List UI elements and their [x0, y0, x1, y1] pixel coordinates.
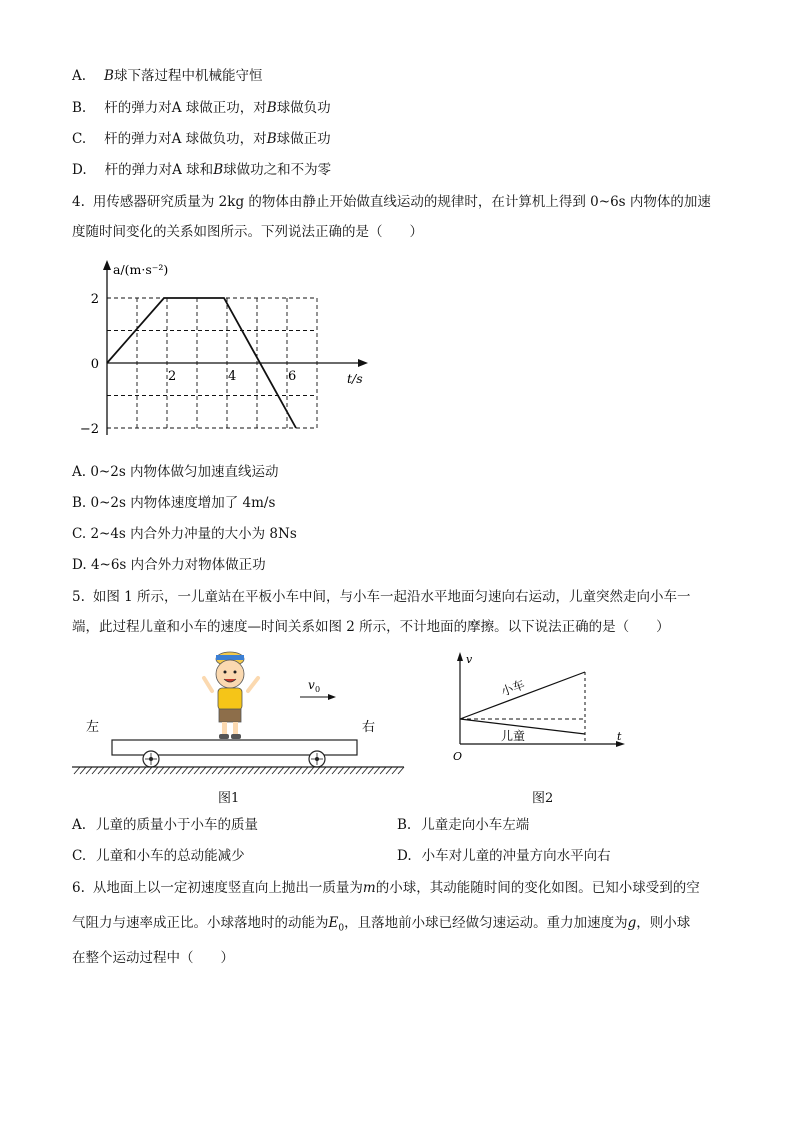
hatch-mark: [164, 767, 170, 774]
option-text: 儿童走向小车左端: [421, 817, 530, 833]
option-letter: D.: [397, 848, 412, 864]
x-axis-arrow: [358, 359, 368, 367]
option-letter: C.: [72, 131, 87, 147]
hatch-mark: [386, 767, 392, 774]
option-letter: B.: [72, 495, 87, 511]
hatch-mark: [266, 767, 272, 774]
hatch-mark: [380, 767, 386, 774]
q4-option-b: [72, 493, 275, 513]
q5-option-b: [397, 815, 529, 835]
hatch-mark: [242, 767, 248, 774]
q3-option-b: [72, 98, 331, 118]
x-tick-label: 6: [288, 369, 297, 384]
x-tick-label: 4: [228, 369, 237, 384]
hatch-mark: [326, 767, 332, 774]
hatch-mark: [92, 767, 98, 774]
question-text: 如图 1 所示，一儿童站在平板小车中间，与小车一起沿水平地面匀速向右运动，儿童突然走向小车一: [92, 589, 691, 605]
option-text: 4~6s 内合外力对物体做正功: [90, 557, 266, 573]
variable-g: g: [627, 915, 637, 931]
q5-option-a: [72, 815, 258, 835]
hatch-mark: [350, 767, 356, 774]
question-text: ，且落地前小球已经做匀速运动。重力加速度为: [344, 915, 628, 931]
q6-stem-line1: [72, 878, 700, 898]
hatch-mark: [248, 767, 254, 774]
q3-option-a: [72, 66, 262, 86]
cart-line-label: 小车: [499, 677, 527, 699]
hatch-mark: [152, 767, 158, 774]
velocity-label: v: [308, 678, 315, 692]
velocity-arrow-head: [328, 694, 336, 700]
option-text: 球下落过程中机械能守恒: [113, 68, 263, 84]
v-axis-label: v: [466, 653, 473, 666]
variable-b: B: [213, 162, 224, 178]
hatch-mark: [284, 767, 290, 774]
hatch-mark: [134, 767, 140, 774]
hatch-mark: [104, 767, 110, 774]
option-letter: D.: [72, 557, 87, 573]
hatch-mark: [314, 767, 320, 774]
option-text-pre: 杆的弹力对A 球和: [104, 162, 214, 178]
question-text: 从地面上以一定初速度竖直向上抛出一质量为: [92, 880, 363, 896]
option-text-pre: 杆的弹力对A 球做正功，对: [104, 100, 267, 116]
hatch-mark: [278, 767, 284, 774]
variable-e-subscript: 0: [338, 923, 345, 934]
y-tick-label: 2: [90, 292, 99, 307]
acceleration-time-chart: [72, 252, 382, 442]
variable-b: B: [266, 131, 277, 147]
hatch-mark: [80, 767, 86, 774]
option-letter: C.: [72, 526, 87, 542]
hatch-mark: [122, 767, 128, 774]
x-axis-label: t/s: [347, 371, 363, 386]
hatch-mark: [398, 767, 404, 774]
option-letter: A.: [72, 464, 87, 480]
option-text: 儿童和小车的总动能减少: [96, 848, 245, 864]
right-label: 右: [362, 720, 376, 735]
q4-option-a: [72, 462, 279, 482]
hatch-mark: [356, 767, 362, 774]
q5-option-c: [72, 846, 245, 866]
option-text: 2~4s 内合外力冲量的大小为 8Ns: [90, 526, 297, 542]
ground-hatching: [74, 767, 404, 774]
q3-option-d: [72, 160, 331, 180]
hatch-mark: [374, 767, 380, 774]
origin-label: O: [453, 750, 463, 763]
cart-wheel-right: [309, 751, 325, 767]
q4-stem-line1: [72, 192, 711, 212]
left-label: 左: [86, 720, 100, 735]
q4-option-d: [72, 555, 266, 575]
question-text: 端，此过程儿童和小车的速度—时间关系如图 2 所示，不计地面的摩擦。以下说法正确的是（ ）: [72, 619, 670, 635]
question-number: 5.: [72, 589, 85, 605]
q6-stem-line3: [72, 948, 234, 968]
hatch-mark: [260, 767, 266, 774]
option-letter: B.: [72, 100, 87, 116]
q4-stem-line2: [72, 222, 423, 242]
option-letter: B.: [397, 817, 412, 833]
hatch-mark: [218, 767, 224, 774]
hatch-mark: [170, 767, 176, 774]
q5-stem-line1: [72, 587, 691, 607]
hatch-mark: [194, 767, 200, 774]
question-text: ，则小球: [636, 915, 691, 931]
hatch-mark: [86, 767, 92, 774]
hatch-mark: [110, 767, 116, 774]
option-text: 儿童的质量小于小车的质量: [96, 817, 259, 833]
y-tick-label: 0: [90, 357, 99, 372]
hatch-mark: [344, 767, 350, 774]
hatch-mark: [200, 767, 206, 774]
hatch-mark: [296, 767, 302, 774]
hatch-mark: [74, 767, 80, 774]
hatch-mark: [212, 767, 218, 774]
hatch-mark: [188, 767, 194, 774]
variable-m: m: [362, 880, 376, 896]
child-figure: [204, 652, 258, 739]
hatch-mark: [146, 767, 152, 774]
cart-wheel-left: [143, 751, 159, 767]
hatch-mark: [308, 767, 314, 774]
question-text: 度随时间变化的关系如图所示。下列说法正确的是（ ）: [72, 224, 423, 240]
option-text: 小车对儿童的冲量方向水平向右: [421, 848, 611, 864]
chart-axes: [103, 260, 368, 435]
hatch-mark: [182, 767, 188, 774]
hatch-mark: [254, 767, 260, 774]
hatch-mark: [368, 767, 374, 774]
option-letter: A.: [72, 817, 87, 833]
t-axis-label: t: [617, 730, 622, 743]
option-text-post: 球做功之和不为零: [223, 162, 332, 178]
hatch-mark: [206, 767, 212, 774]
question-text: 气阻力与速率成正比。小球落地时的动能为: [72, 915, 329, 931]
hatch-mark: [392, 767, 398, 774]
hatch-mark: [290, 767, 296, 774]
hatch-mark: [230, 767, 236, 774]
question-text: 的小球，其动能随时间的变化如图。已知小球受到的空: [375, 880, 700, 896]
hatch-mark: [224, 767, 230, 774]
question-text: 在整个运动过程中（ ）: [72, 950, 234, 966]
hatch-mark: [158, 767, 164, 774]
variable-b: B: [104, 68, 114, 84]
hatch-mark: [338, 767, 344, 774]
chart-ticks: [80, 292, 296, 437]
hatch-mark: [98, 767, 104, 774]
hatch-mark: [302, 767, 308, 774]
variable-b: B: [266, 100, 277, 116]
hatch-mark: [272, 767, 278, 774]
option-letter: C.: [72, 848, 87, 864]
figure-2-velocity-time-graph: [445, 648, 630, 766]
hatch-mark: [362, 767, 368, 774]
q4-option-c: [72, 524, 297, 544]
y-axis-label: a/(m·s⁻²): [113, 262, 169, 277]
question-number: 6.: [72, 880, 85, 896]
x-tick-label: 2: [168, 369, 177, 384]
q5-option-d: [397, 846, 611, 866]
figure-1-child-on-cart: [70, 645, 410, 775]
y-axis-arrow: [103, 260, 111, 270]
hatch-mark: [176, 767, 182, 774]
figure-2-caption: 图2: [532, 791, 554, 806]
option-text-pre: 杆的弹力对A 球做负功，对: [104, 131, 267, 147]
hatch-mark: [332, 767, 338, 774]
option-letter: A.: [72, 68, 87, 84]
question-text: 用传感器研究质量为 2kg 的物体由静止开始做直线运动的规律时，在计算机上得到 0~6s 内物体的加速: [92, 194, 711, 210]
child-line-label: 儿童: [501, 729, 526, 743]
hatch-mark: [236, 767, 242, 774]
option-text: 0~2s 内物体速度增加了 4m/s: [90, 495, 276, 511]
option-letter: D.: [72, 162, 87, 178]
cart-velocity-line: [460, 672, 585, 719]
q3-option-c: [72, 129, 331, 149]
hatch-mark: [128, 767, 134, 774]
figure-1-caption: 图1: [218, 791, 240, 806]
hatch-mark: [140, 767, 146, 774]
hatch-mark: [320, 767, 326, 774]
variable-e: E: [328, 915, 339, 931]
velocity-subscript: 0: [315, 685, 321, 694]
v-axis-arrow: [457, 652, 463, 661]
option-text: 0~2s 内物体做匀加速直线运动: [90, 464, 279, 480]
q6-stem-line2: [72, 913, 690, 939]
option-text-post: 球做负功: [276, 100, 331, 116]
y-tick-label: −2: [79, 422, 99, 437]
option-text-post: 球做正功: [276, 131, 331, 147]
question-number: 4.: [72, 194, 85, 210]
q5-stem-line2: [72, 617, 670, 637]
hatch-mark: [116, 767, 122, 774]
